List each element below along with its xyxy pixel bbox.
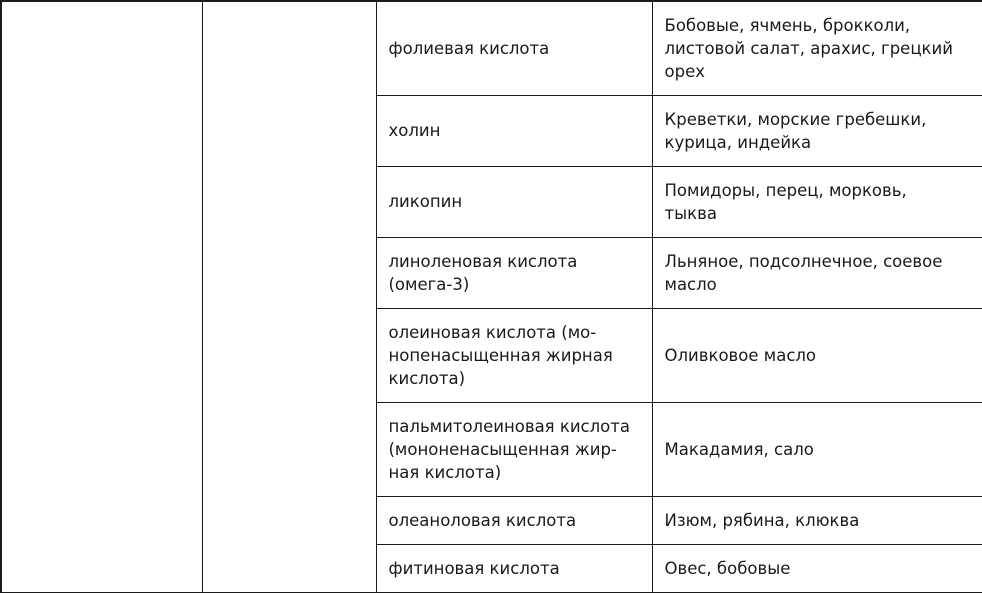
food-sources: Помидоры, перец, морковь, тыква (664, 180, 907, 223)
sources-cell (652, 1, 982, 95)
table-row (1, 1, 982, 95)
substance-cell (376, 308, 652, 402)
food-sources: Креветки, морские гребешки, курица, индейка (664, 109, 927, 152)
sources-cell (652, 166, 982, 237)
sources-cell (652, 237, 982, 308)
food-sources: Овес, бобовые (664, 558, 791, 578)
food-sources: Макадамия, сало (664, 439, 814, 459)
substance-cell (376, 402, 652, 496)
substance-name: ликопин (388, 192, 463, 211)
substance-name: олеиновая кислота (мо- нопенасыщенная жирная кислота) (388, 322, 613, 388)
sources-cell (652, 544, 982, 592)
substance-name: холин (388, 121, 441, 140)
substance-cell (376, 1, 652, 95)
sources-cell (652, 95, 982, 166)
substance-name: фолиевая кислота (388, 38, 550, 58)
sources-cell (652, 402, 982, 496)
food-sources: Бобовые, ячмень, брокколи, листовой салат, арахис, грецкий орех (664, 15, 953, 81)
substance-cell (376, 237, 652, 308)
substance-name: олеаноловая кислота (388, 510, 577, 530)
food-sources: Оливковое масло (664, 345, 817, 365)
substance-cell (376, 166, 652, 237)
empty-merged-cell-2 (202, 1, 376, 592)
substance-name: фитиновая кислота (388, 558, 560, 578)
substance-cell (376, 544, 652, 592)
substance-name: линоленовая кислота (омега-3) (388, 251, 578, 294)
sources-cell (652, 308, 982, 402)
substance-cell (376, 95, 652, 166)
empty-merged-cell-1 (1, 1, 202, 592)
food-sources: Льняное, подсолнечное, соевое масло (664, 251, 943, 294)
substance-cell (376, 496, 652, 544)
substance-name: пальмитолеиновая кислота (мононенасыщенная жир- ная кислота) (388, 416, 630, 482)
sources-cell (652, 496, 982, 544)
food-sources: Изюм, рябина, клюква (664, 510, 860, 530)
